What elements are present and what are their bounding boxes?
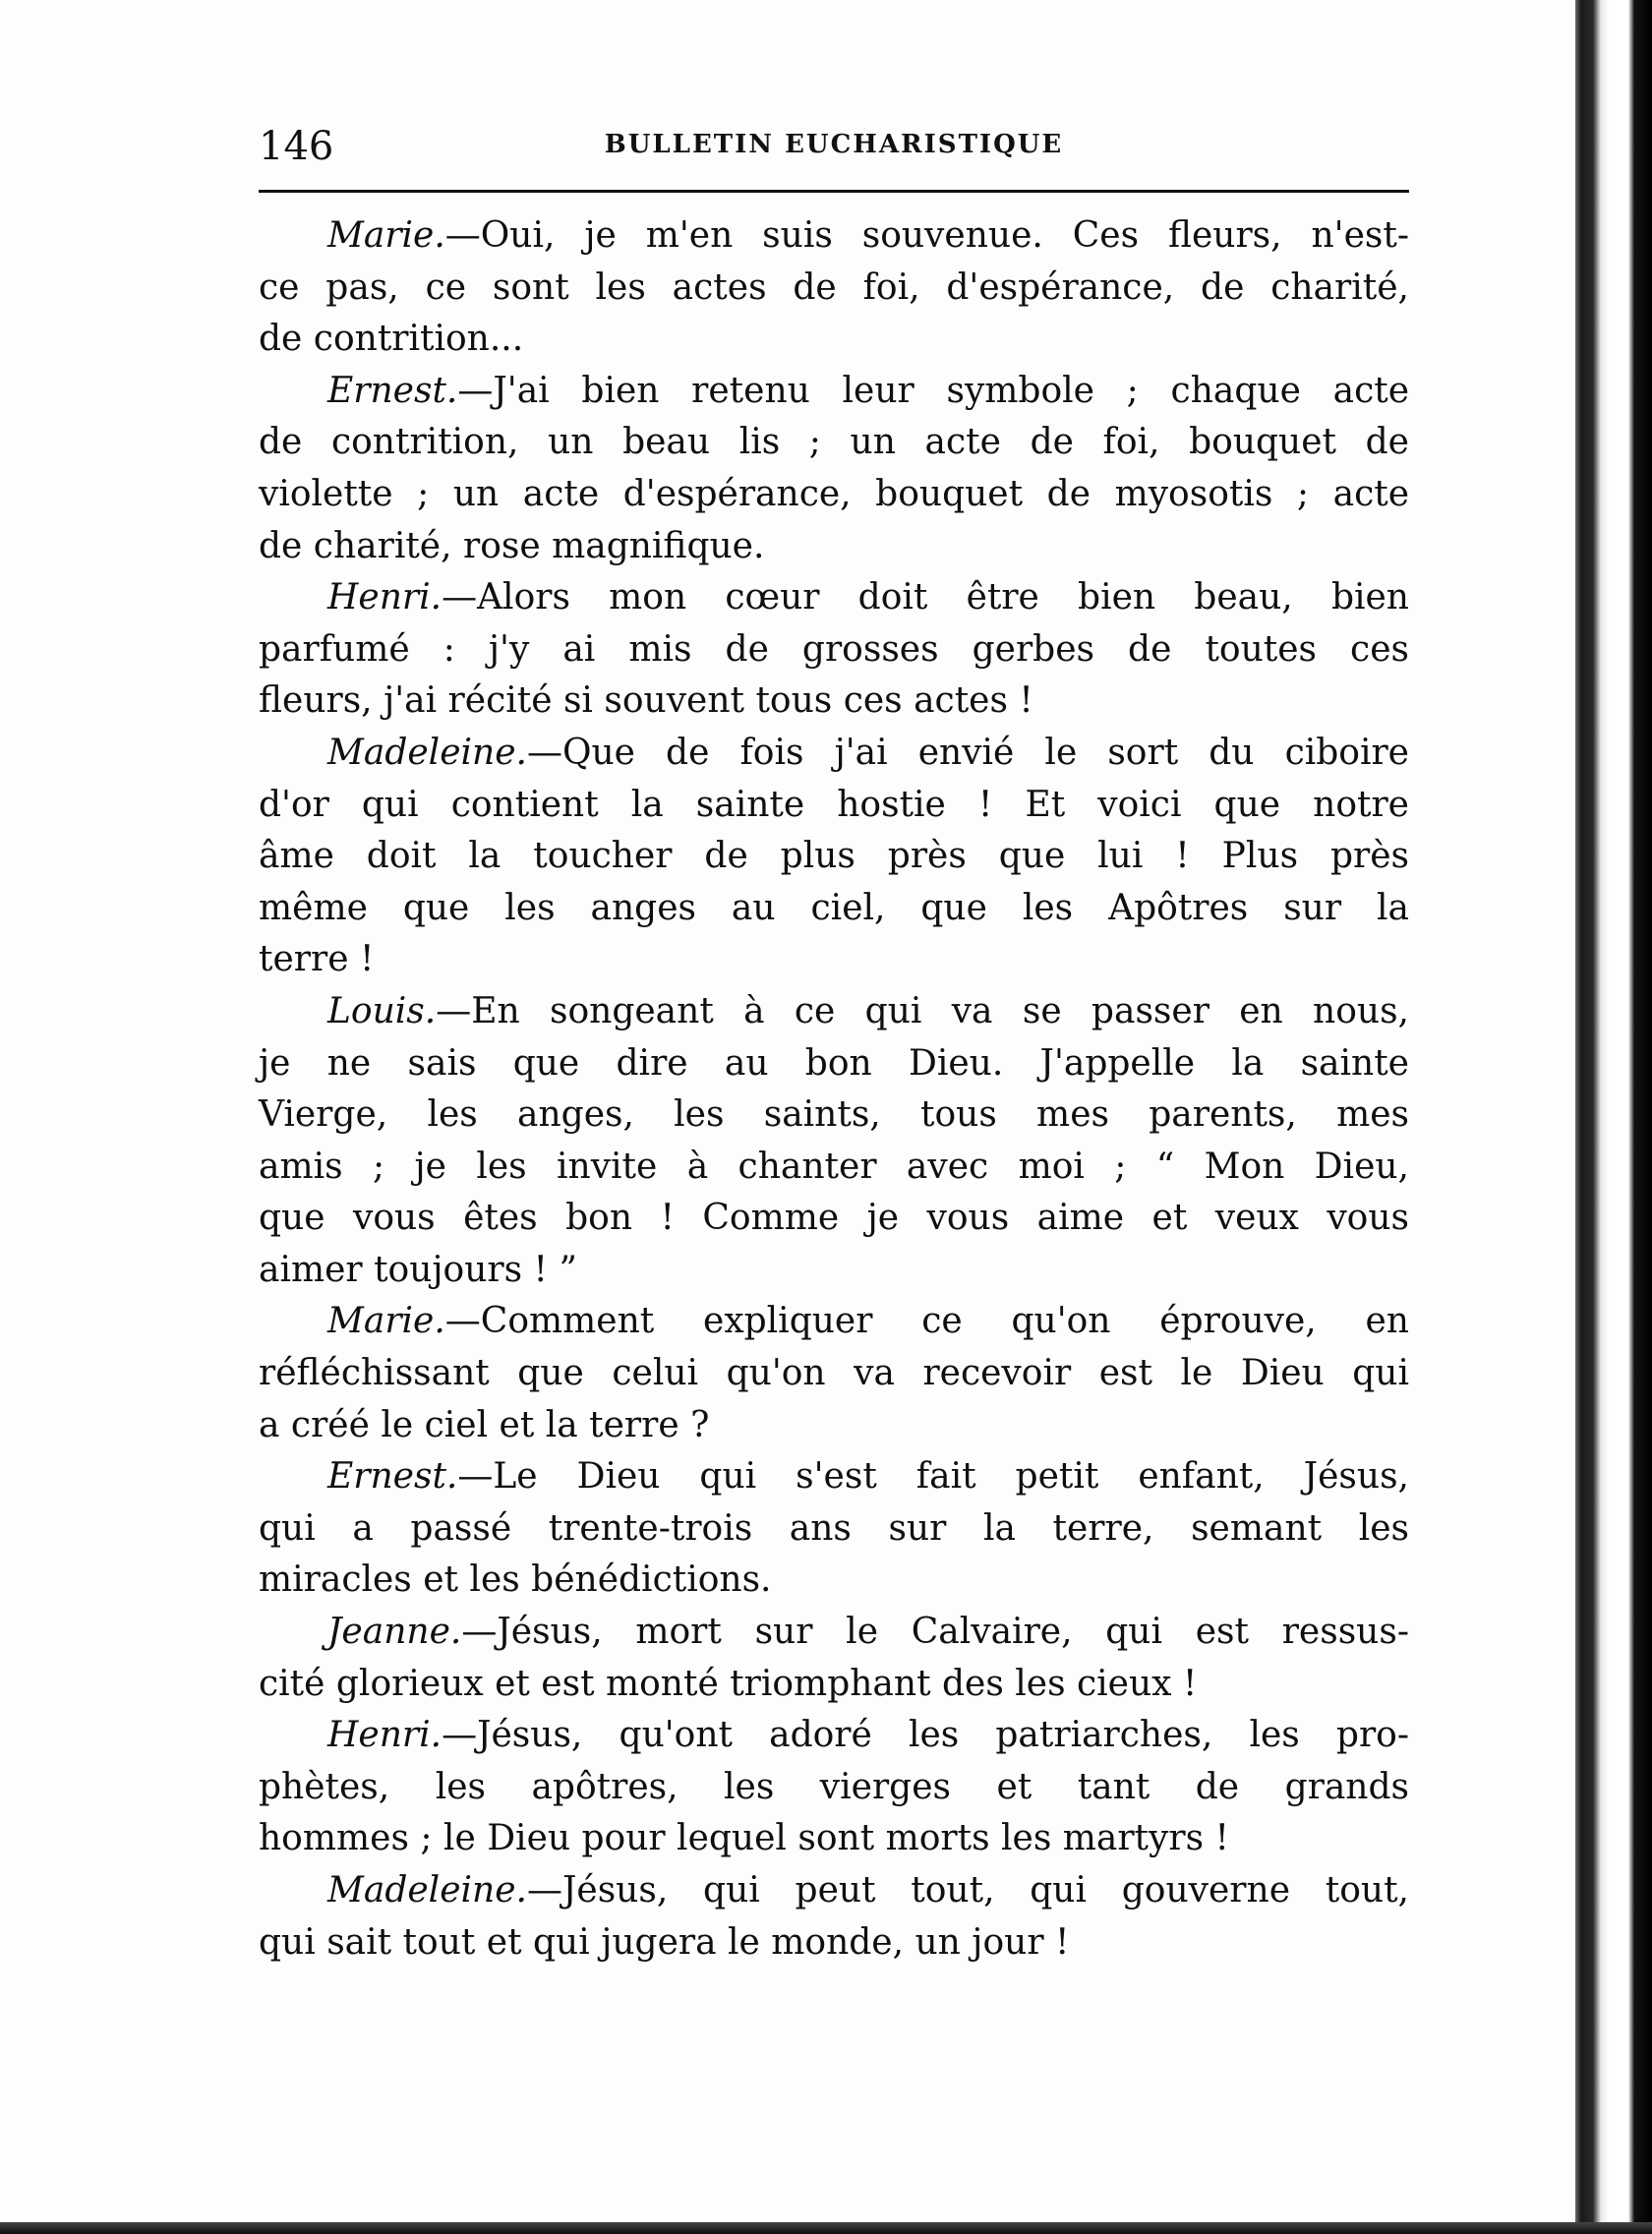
text-line	[259, 1142, 1409, 1194]
text-line	[259, 883, 1409, 935]
running-title: BULLETIN EUCHARISTIQUE	[604, 130, 1064, 159]
line-text: —Le Dieu qui s'est fait petit enfant, Jésus,	[457, 1456, 1409, 1498]
text-line	[259, 1296, 1409, 1348]
line-text: réfléchissant que celui qu'on va recevoir est le Dieu qui	[259, 1353, 1409, 1394]
line-text: que vous êtes bon ! Comme je vous aime et veux vous	[259, 1198, 1409, 1239]
line-text: —Jésus, mort sur le Calvaire, qui est ressus-	[461, 1612, 1409, 1653]
line-text: ce pas, ce sont les actes de foi, d'espérance, de charité,	[259, 266, 1409, 308]
line-text: de contrition, un beau lis ; un acte de foi, bouquet de	[259, 422, 1409, 463]
text-line	[259, 1193, 1409, 1245]
text-line	[259, 1607, 1409, 1659]
text-line	[259, 314, 1439, 366]
text-line	[259, 1400, 1439, 1452]
line-text: de contrition...	[259, 319, 524, 360]
line-text: —Jésus, qui peut tout, qui gouverne tout,	[526, 1870, 1409, 1911]
page-bottom-edge	[0, 2222, 1652, 2234]
line-text: terre !	[259, 939, 375, 980]
text-line	[259, 1038, 1409, 1090]
text-line	[259, 986, 1409, 1038]
speaker-name: Madeleine.	[327, 732, 527, 773]
text-line	[259, 1917, 1439, 1969]
text-line	[259, 1245, 1439, 1297]
speaker-name: Marie.	[327, 1301, 445, 1342]
text-line	[259, 676, 1439, 728]
text-line	[259, 934, 1439, 986]
line-text: —Que de fois j'ai envié le sort du ciboire	[526, 732, 1409, 773]
line-text: d'or qui contient la sainte hostie ! Et voici que notre	[259, 784, 1409, 825]
text-line	[259, 1451, 1409, 1503]
line-text: hommes ; le Dieu pour lequel sont morts les martyrs !	[259, 1818, 1229, 1859]
speaker-name: Madeleine.	[327, 1870, 527, 1911]
line-text: qui a passé trente-trois ans sur la terre, semant les	[259, 1507, 1409, 1549]
text-line	[259, 1555, 1439, 1607]
line-text: parfumé : j'y ai mis de grosses gerbes de toutes ces	[259, 628, 1409, 670]
page-number: 146	[259, 124, 334, 169]
text-line	[259, 728, 1409, 780]
text-line	[259, 263, 1409, 315]
text-line	[259, 1710, 1409, 1762]
line-text: amis ; je les invite à chanter avec moi ; “ Mon Dieu,	[259, 1146, 1409, 1187]
text-line	[259, 831, 1409, 883]
line-text: Vierge, les anges, les saints, tous mes parents, mes	[259, 1094, 1409, 1136]
line-text: aimer toujours ! ”	[259, 1249, 577, 1290]
text-line	[259, 1089, 1409, 1142]
line-text: fleurs, j'ai récité si souvent tous ces actes !	[259, 680, 1033, 722]
line-text: qui sait tout et qui jugera le monde, un jour !	[259, 1921, 1070, 1963]
line-text: —Oui, je m'en suis souvenue. Ces fleurs, n'est-	[444, 215, 1409, 256]
text-line	[259, 417, 1409, 469]
speaker-name: Ernest.	[327, 1456, 458, 1498]
text-line	[259, 1503, 1409, 1556]
text-line	[259, 210, 1409, 263]
text-line	[259, 521, 1439, 573]
text-line	[259, 624, 1409, 676]
line-text: —Alors mon cœur doit être bien beau, bien	[442, 577, 1409, 618]
speaker-name: Ernest.	[327, 370, 458, 411]
text-line	[259, 1348, 1409, 1400]
line-text: âme doit la toucher de plus près que lui ! Plus près	[259, 836, 1409, 877]
speaker-name: Marie.	[327, 215, 445, 256]
page-header	[259, 118, 1409, 177]
line-text: cité glorieux et est monté triomphant des les cieux !	[259, 1663, 1198, 1704]
line-text: même que les anges au ciel, que les Apôtres sur la	[259, 887, 1409, 928]
line-text: —En songeant à ce qui va se passer en nous,	[436, 990, 1409, 1031]
line-text: a créé le ciel et la terre ?	[259, 1404, 710, 1445]
speaker-name: Henri.	[327, 577, 442, 618]
line-text: —Jésus, qu'ont adoré les patriarches, les pro-	[442, 1715, 1409, 1756]
line-text: —Comment expliquer ce qu'on éprouve, en	[444, 1301, 1409, 1342]
speaker-name: Henri.	[327, 1715, 442, 1756]
line-text: miracles et les bénédictions.	[259, 1559, 772, 1601]
page-binding-edge	[1575, 0, 1652, 2234]
line-text: je ne sais que dire au bon Dieu. J'appelle la sainte	[259, 1042, 1409, 1084]
text-line	[259, 1865, 1409, 1917]
text-line	[259, 366, 1409, 418]
text-line	[259, 469, 1409, 521]
speaker-name: Jeanne.	[327, 1612, 462, 1653]
line-text: de charité, rose magnifique.	[259, 525, 765, 566]
dialogue-text	[259, 210, 1439, 1969]
speaker-name: Louis.	[327, 990, 437, 1031]
text-line	[259, 780, 1409, 832]
text-line	[259, 1813, 1439, 1865]
line-text: —J'ai bien retenu leur symbole ; chaque acte	[457, 370, 1409, 411]
text-line	[259, 572, 1409, 624]
text-line	[259, 1659, 1439, 1711]
text-line	[259, 1762, 1409, 1814]
line-text: violette ; un acte d'espérance, bouquet de myosotis ; acte	[259, 473, 1409, 514]
header-rule	[259, 190, 1409, 193]
line-text: phètes, les apôtres, les vierges et tant de grands	[259, 1766, 1409, 1807]
